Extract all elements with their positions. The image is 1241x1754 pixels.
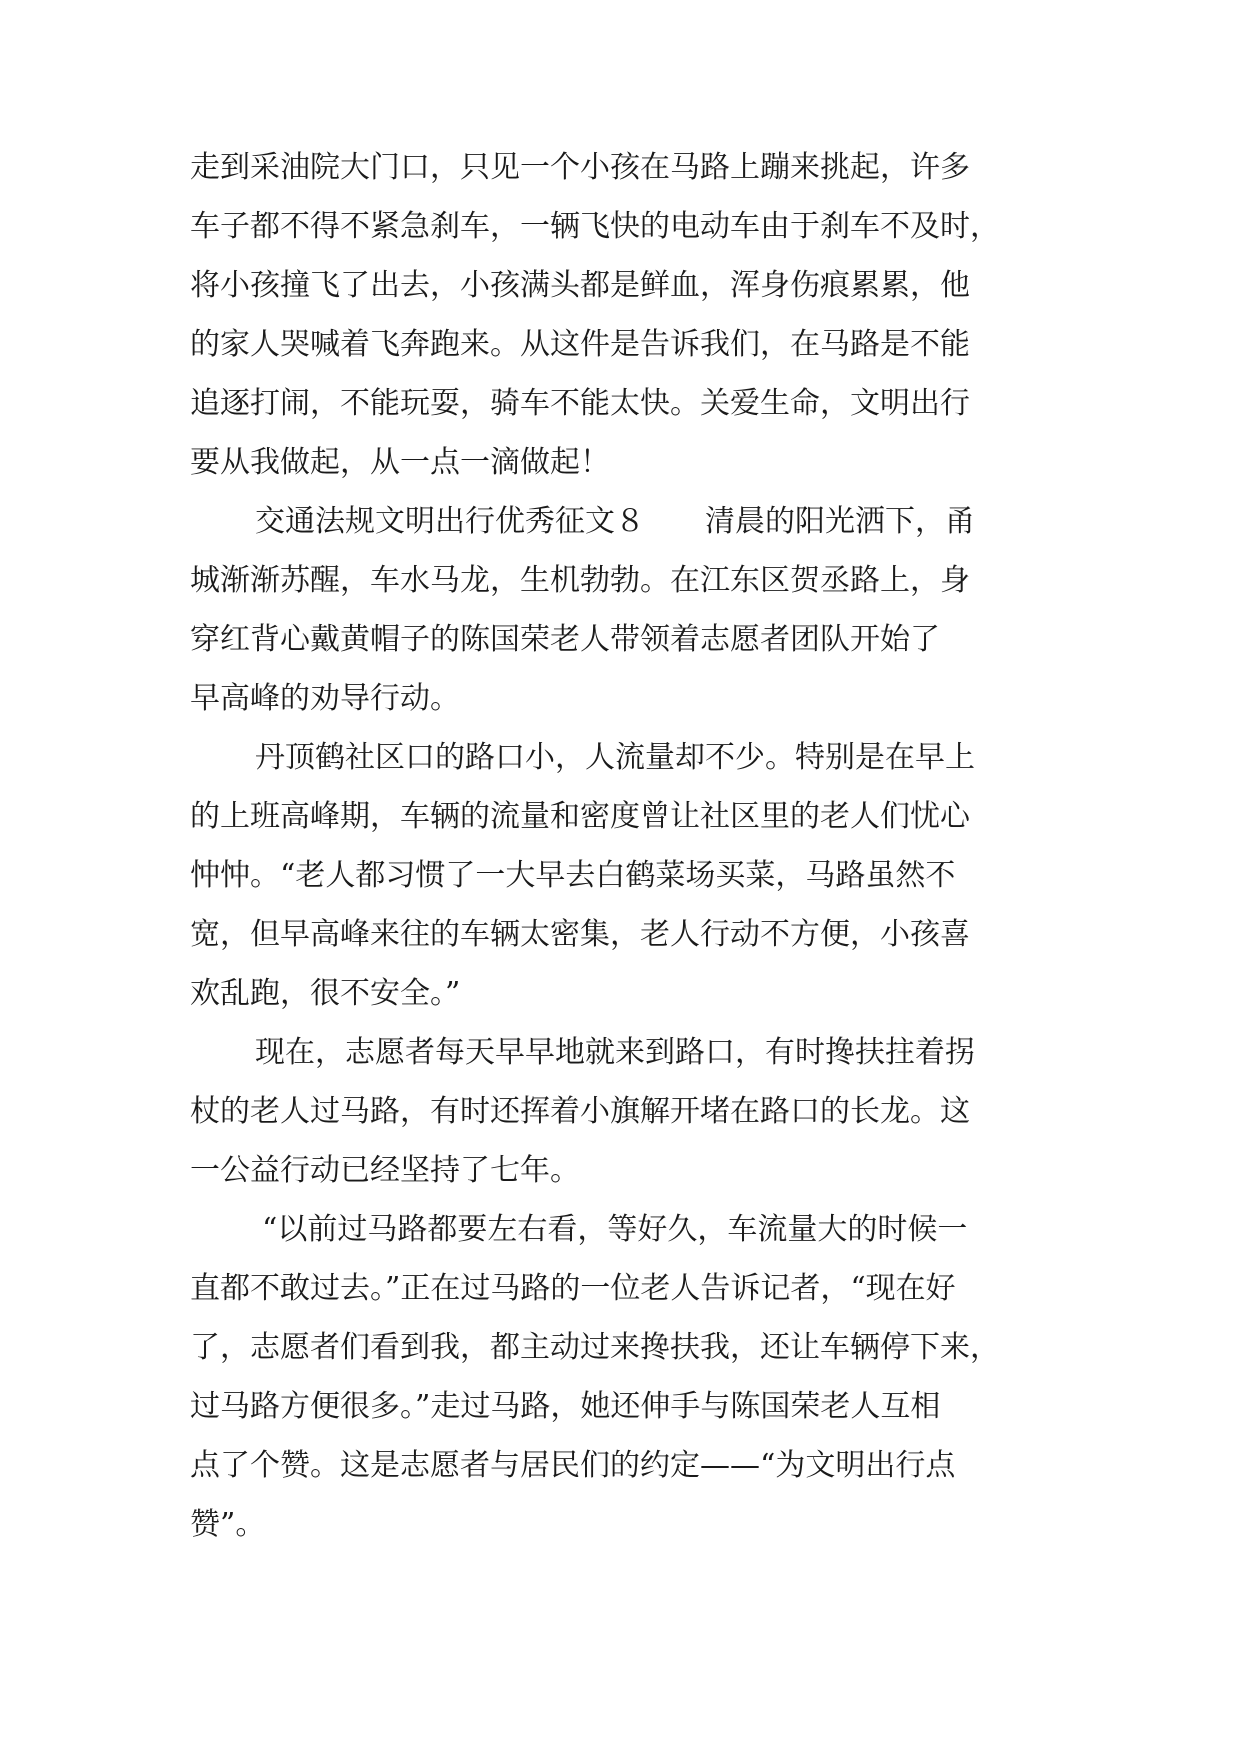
text-line: “以前过马路都要左右看，等好久，车流量大的时候一 (262, 1212, 968, 1247)
text-line: 将小孩撞飞了出去，小孩满头都是鲜血，浑身伤痕累累，他 (190, 268, 970, 303)
text-line: 现在，志愿者每天早早地就来到路口，有时搀扶拄着拐 (255, 1035, 975, 1070)
text-line: 交通法规文明出行优秀征文８ 清晨的阳光洒下，甬 (255, 504, 975, 539)
text-line: 追逐打闹，不能玩耍，骑车不能太快。关爱生命，文明出行 (190, 386, 970, 421)
text-line: 宽，但早高峰来往的车辆太密集，老人行动不方便，小孩喜 (190, 917, 970, 952)
text-line: 直都不敢过去。”正在过马路的一位老人告诉记者，“现在好 (190, 1271, 956, 1306)
text-line: 早高峰的劝导行动。 (190, 681, 460, 716)
text-line: 欢乱跑，很不安全。” (190, 976, 461, 1011)
text-line: 赞”。 (190, 1507, 266, 1542)
text-line: 丹顶鹤社区口的路口小，人流量却不少。特别是在早上 (255, 740, 975, 775)
text-line: 了，志愿者们看到我，都主动过来搀扶我，还让车辆停下来， (190, 1330, 1000, 1365)
text-line: 点了个赞。这是志愿者与居民们的约定——“为文明出行点 (190, 1448, 956, 1483)
text-line: 过马路方便很多。”走过马路，她还伸手与陈国荣老人互相 (190, 1389, 941, 1424)
text-line: 走到采油院大门口，只见一个小孩在马路上蹦来挑起，许多 (190, 150, 970, 185)
text-line: 城渐渐苏醒，车水马龙，生机勃勃。在江东区贺丞路上，身 (190, 563, 970, 598)
text-line: 的家人哭喊着飞奔跑来。从这件是告诉我们，在马路是不能 (190, 327, 970, 362)
text-line: 的上班高峰期，车辆的流量和密度曾让社区里的老人们忧心 (190, 799, 970, 834)
text-line: 要从我做起，从一点一滴做起！ (190, 445, 610, 480)
text-line: 一公益行动已经坚持了七年。 (190, 1153, 580, 1188)
text-line: 穿红背心戴黄帽子的陈国荣老人带领着志愿者团队开始了 (190, 622, 940, 657)
text-line: 忡忡。“老人都习惯了一大早去白鹤菜场买菜，马路虽然不 (190, 858, 956, 893)
text-line: 车子都不得不紧急刹车，一辆飞快的电动车由于刹车不及时， (190, 209, 1000, 244)
text-line: 杖的老人过马路，有时还挥着小旗解开堵在路口的长龙。这 (190, 1094, 970, 1129)
